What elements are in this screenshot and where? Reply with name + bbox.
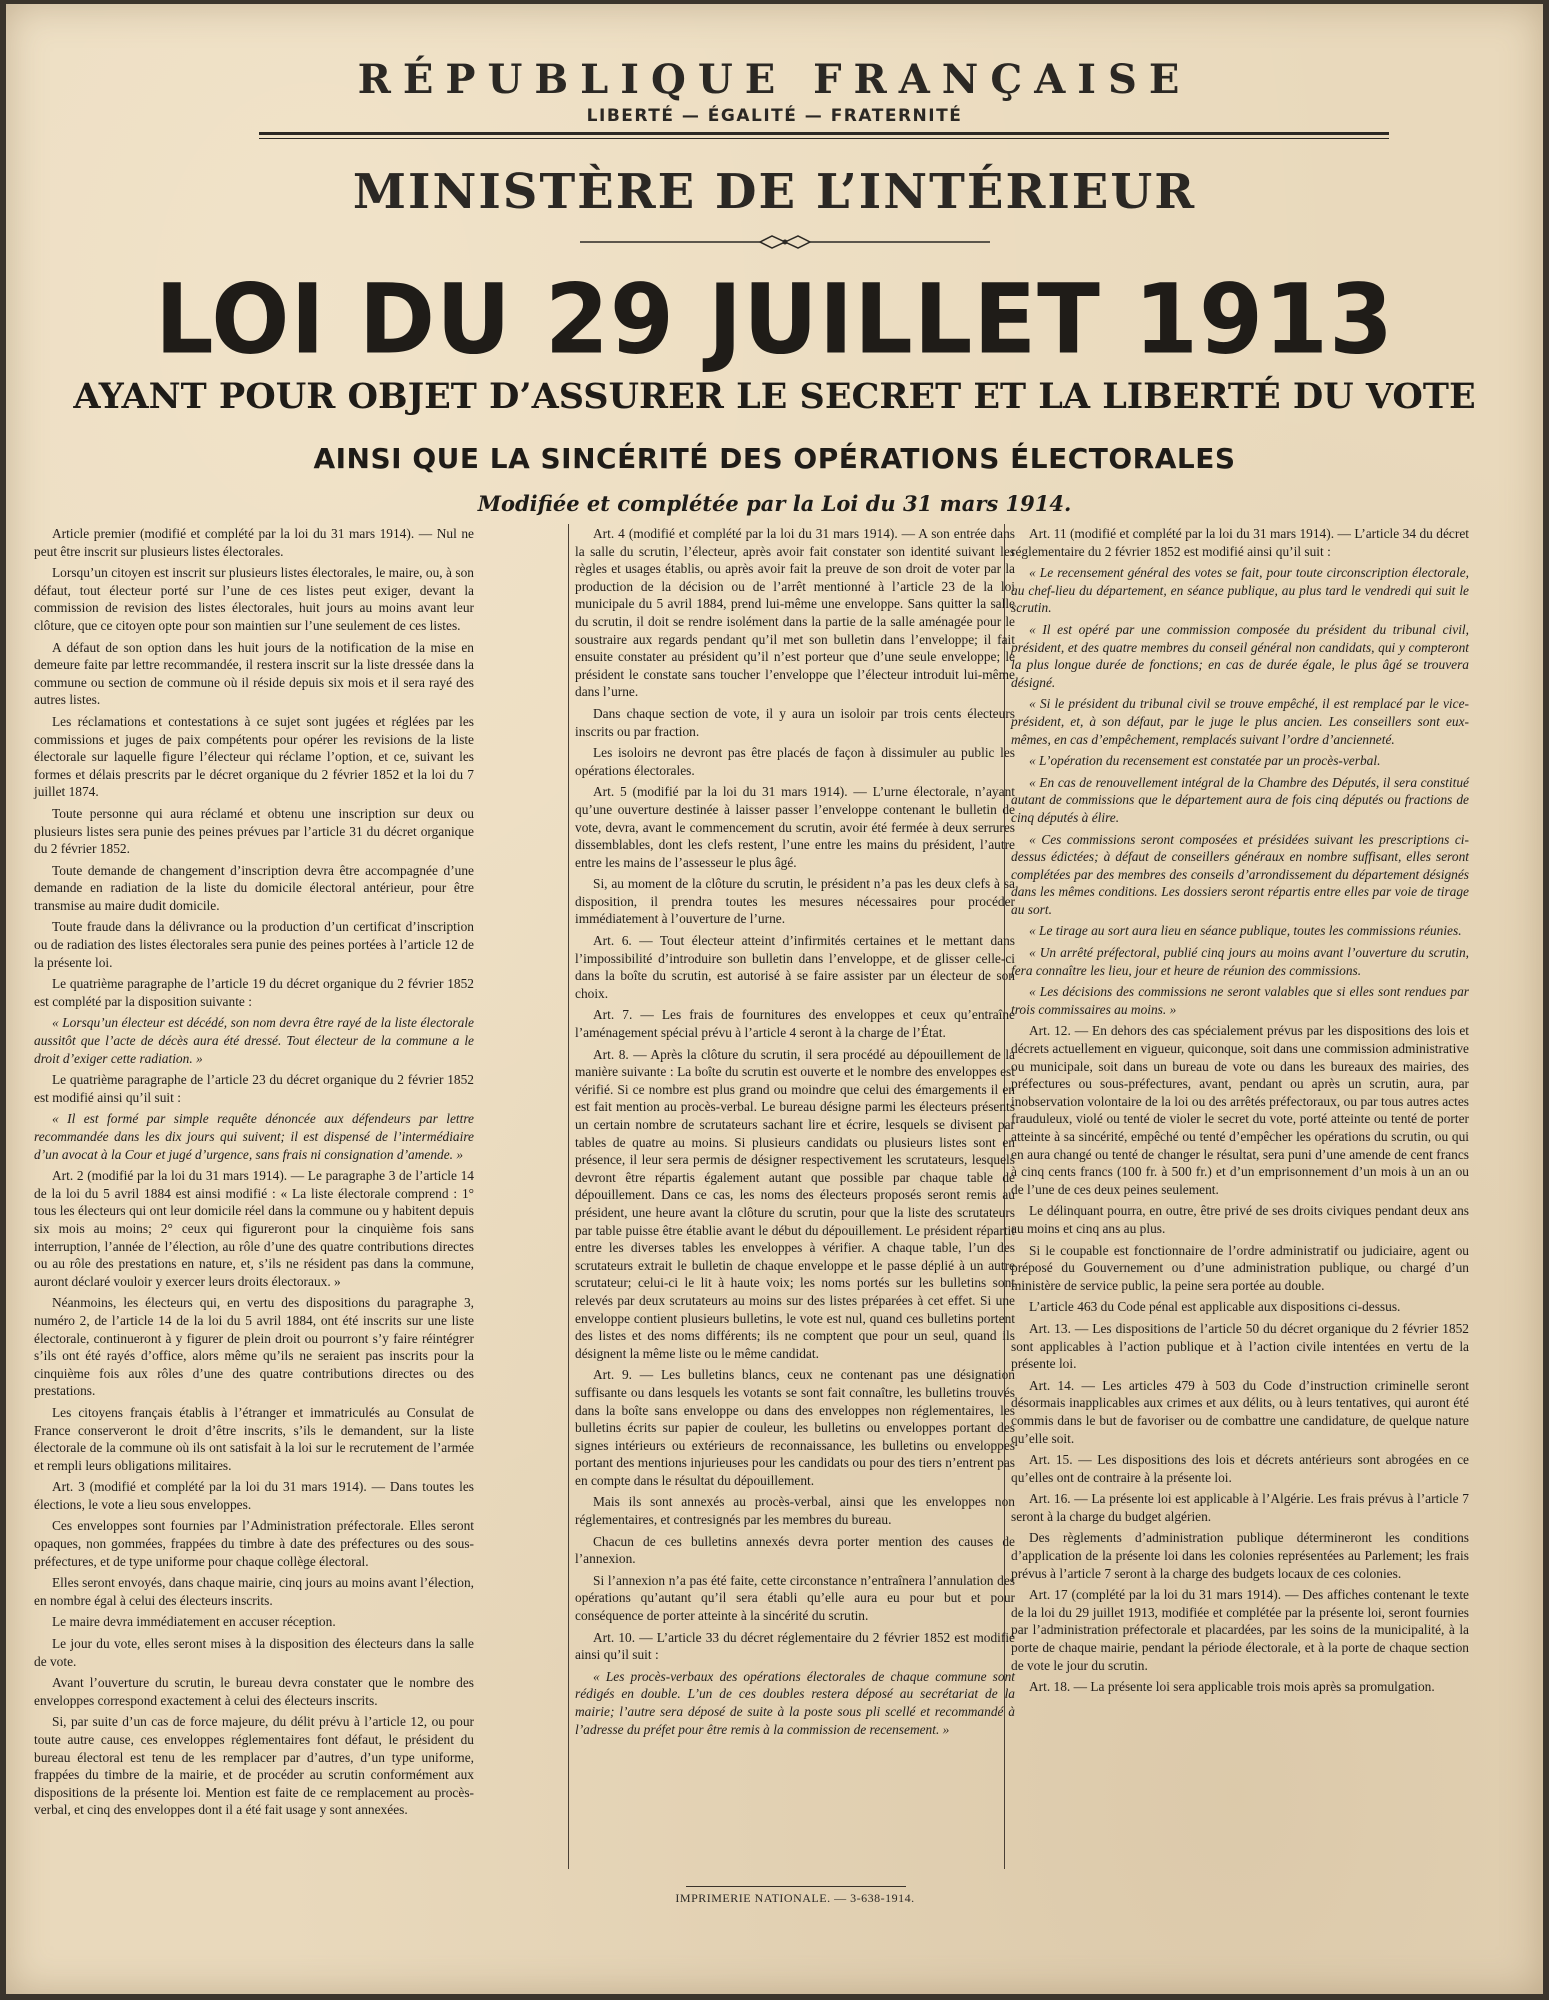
- article-paragraph: Chacun de ces bulletins annexés devra porter mention des causes de l’annexion.: [575, 1533, 1015, 1567]
- modification-note: Modifiée et complétée par la Loi du 31 mars 1914.: [477, 491, 1072, 516]
- article-paragraph: Le jour du vote, elles seront mises à la disposition des électeurs dans la salle de vote.: [34, 1636, 474, 1669]
- article-paragraph: Ces enveloppes sont fournies par l’Administration préfectorale. Elles seront opaques, non gommées, frappées du timbre à date des préfectures ou des sous-préfectures, et de type uniforme pour chaque collège électoral.: [34, 1518, 474, 1569]
- article-paragraph: Art. 8. — Après la clôture du scrutin, il sera procédé au dépouillement de la manière suivante : La boîte du scrutin est ouverte et le nombre des enveloppes est vérifié. Si ce nombre est plus grand ou moindre que celui des émargements il en est fait mention au procès-verbal. Le bureau désigne parmi les électeurs présents un certain nombre de scrutateurs sachant lire et écrire, lesquels se divisent par tables de quatre au moins. Si plusieurs candidats ou plusieurs listes sont en présence, il leur sera permis de désigner respectivement les scrutateurs, lesquels devront être répartis également autant que possible par chaque table de dépouillement. Dans ce cas, les noms des électeurs proposés seront remis au président, une heure avant la clôture du scrutin, pour que la liste des scrutateurs par table puisse être établie avant le début du dépouillement. Le président répartit entre les diverses tables les enveloppes à vérifier. A chaque table, l’un des scrutateurs extrait le bulletin de chaque enveloppe et le passe déplié à un autre scrutateur; celui-ci le lit à haute voix; les noms portés sur les bulletins sont relevés par deux scrutateurs au moins sur des listes préparées à cet effet. Si une enveloppe contient plusieurs bulletins, le vote est nul, quand ces bulletins portent des listes et des noms différents; ils ne comptent que pour un seul, quand ils désignent la même liste ou le même candidat.: [575, 1046, 1015, 1361]
- article-paragraph: Art. 15. — Les dispositions des lois et décrets antérieurs sont abrogées en ce qu’elles ont de contraire à la présente loi.: [1011, 1452, 1469, 1485]
- article-paragraph: Toute personne qui aura réclamé et obtenu une inscription sur deux ou plusieurs listes sera punie des peines prévues par l’article 31 du décret organique du 2 février 1852.: [34, 805, 474, 857]
- header-rule-top: [259, 132, 1389, 135]
- article-paragraph: Art. 4 (modifié et complété par la loi du 31 mars 1914). — A son entrée dans la salle du scrutin, l’électeur, après avoir fait constater son identité suivant les règles et usages établis, ou après avoir fait la preuve de son droit de voter par la production de la décision ou de l’arrêt mentionné à l’article 23 de la loi municipale du 5 avril 1884, prend lui-même une enveloppe. Sans quitter la salle du scrutin, il doit se rendre isolément dans la partie de la salle aménagée pour le soustraire aux regards pendant qu’il met son bulletin dans l’enveloppe; il fait ensuite constater au président qu’il n’est porteur que d’une seule enveloppe; le président le constate sans toucher l’enveloppe que l’électeur introduit lui-même dans l’urne.: [575, 526, 1015, 700]
- ministry-heading: MINISTÈRE DE L’INTÉRIEUR: [352, 164, 1197, 220]
- law-title: LOI DU 29 JUILLET 1913: [154, 263, 1395, 376]
- article-paragraph: Art. 6. — Tout électeur atteint d’infirmités certaines et le mettant dans l’impossibilité d’introduire son bulletin dans l’enveloppe, et de glisser celle-ci dans la boîte du scrutin, est autorisé à se faire assister par un électeur de son choix.: [575, 933, 1015, 1001]
- article-paragraph: Art. 17 (complété par la loi du 31 mars 1914). — Des affiches contenant le texte de la loi du 29 juillet 1913, modifiée et complétée par la présente loi, seront fournies par l’administration préfectorale et placardées, par les soins de la municipalité, à la porte de chaque mairie, pendant la période électorale, et à la porte de chaque section de vote le jour du scrutin.: [1011, 1587, 1469, 1673]
- article-paragraph: « Un arrêté préfectoral, publié cinq jours au moins avant l’ouverture du scrutin, fera connaître les lieu, jour et heure de réunion des commissions.: [1011, 945, 1469, 978]
- article-paragraph: Article premier (modifié et complété par la loi du 31 mars 1914). — Nul ne peut être inscrit sur plusieurs listes électorales.: [34, 526, 474, 559]
- article-paragraph: « Il est opéré par une commission composée du président du tribunal civil, président, et des quatre membres du conseil général non candidats, qui y compteront la plus longue durée de fonctions; en cas de durée égale, le plus âgé se trouvera désigné.: [1011, 621, 1469, 690]
- article-paragraph: « Ces commissions seront composées et présidées suivant les prescriptions ci-dessus édictées; à défaut de conseillers généraux en nombre suffisant, elles seront complétées par des membres des conseils d’arrondissement du département désignés dans les mêmes conditions. Les dossiers seront répartis entre elles par voie de tirage au sort.: [1011, 831, 1469, 917]
- article-paragraph: Art. 11 (modifié et complété par la loi du 31 mars 1914). — L’article 34 du décret réglementaire du 2 février 1852 est modifié ainsi qu’il suit :: [1011, 526, 1469, 559]
- article-paragraph: Lorsqu’un citoyen est inscrit sur plusieurs listes électorales, le maire, ou, à son défaut, tout électeur porté sur l’une de ces listes peut exiger, devant la commission de revision des listes électorales, huit jours au moins avant leur clôture, que ce citoyen opte pour son maintien sur l’une seulement de ces listes.: [34, 565, 474, 633]
- article-paragraph: Dans chaque section de vote, il y aura un isoloir par trois cents électeurs inscrits ou par fraction.: [575, 705, 1015, 739]
- article-paragraph: « Il est formé par simple requête dénoncée aux défendeurs par lettre recommandée dans les dix jours qui suivent; il est dispensé de l’intermédiaire d’un avocat à la Cour et jugé d’urgence, sans frais ni consignation d’amende. »: [34, 1111, 474, 1162]
- article-paragraph: Les citoyens français établis à l’étranger et immatriculés au Consulat de France conserveront le droit d’être inscrits, s’ils le demandent, sur la liste électorale de la commune où ils ont satisfait à la loi sur le recrutement de l’armée et rempli leurs obligations militaires.: [34, 1404, 474, 1473]
- article-paragraph: Néanmoins, les électeurs qui, en vertu des dispositions du paragraphe 3, numéro 2, de l’article 14 de la loi du 5 avril 1884, ont été inscrits sur une liste électorale, continueront à y figurer de plein droit ou pourront s’y faire réintégrer s’ils ont été rayés d’office, alors même qu’ils ne seraient pas inscrits pour la cinquième fois aux rôles d’une des quatre contributions directes ou des prestations.: [34, 1295, 474, 1399]
- republic-heading: RÉPUBLIQUE FRANÇAISE: [357, 56, 1192, 103]
- article-paragraph: Le maire devra immédiatement en accuser réception.: [52, 1614, 336, 1630]
- law-subtitle-secondary: AINSI QUE LA SINCÉRITÉ DES OPÉRATIONS ÉLECTORALES: [313, 442, 1236, 475]
- printer-imprint: IMPRIMERIE NATIONALE. — 3-638-1914.: [675, 1891, 915, 1905]
- article-paragraph: « Les décisions des commissions ne seront valables que si elles sont rendues par trois commissaires au moins. »: [1011, 984, 1469, 1017]
- article-paragraph: Mais ils sont annexés au procès-verbal, ainsi que les enveloppes non réglementaires, et contresignés par les membres du bureau.: [575, 1494, 1015, 1528]
- article-paragraph: Les isoloirs ne devront pas être placés de façon à dissimuler au public les opérations électorales.: [575, 745, 1015, 778]
- article-paragraph: Art. 14. — Les articles 479 à 503 du Code d’instruction criminelle seront désormais inapplicables aux crimes et aux délits, ou à leurs tentatives, qui auront été commis dans le but de favoriser ou de combattre une candidature, de quelque nature qu’elle soit.: [1011, 1377, 1469, 1446]
- article-paragraph: « En cas de renouvellement intégral de la Chambre des Députés, il sera constitué autant de commissions que le département aura de fois cinq députés ou fractions de cinq députés à élire.: [1011, 774, 1469, 825]
- article-paragraph: Le quatrième paragraphe de l’article 19 du décret organique du 2 février 1852 est complété par la disposition suivante :: [34, 976, 474, 1009]
- article-paragraph: Avant l’ouverture du scrutin, le bureau devra constater que le nombre des enveloppes correspond exactement à celui des électeurs inscrits.: [34, 1675, 474, 1708]
- article-paragraph: Art. 7. — Les frais de fournitures des enveloppes et ceux qu’entraîne l’aménagement spécial prévu à l’article 4 seront à la charge de l’État.: [575, 1007, 1015, 1041]
- article-paragraph: Toute fraude dans la délivrance ou la production d’un certificat d’inscription ou de radiation des listes électorales sera punie des peines portées à l’article 12 de la présente loi.: [34, 919, 474, 970]
- article-paragraph: Art. 12. — En dehors des cas spécialement prévus par les dispositions des lois et décrets actuellement en vigueur, quiconque, soit dans une commission administrative ou municipale, soit dans un bureau de vote ou dans les bureaux des mairies, des préfectures ou sous-préfectures, avant, pendant ou après un scrutin, aura, par inobservation volontaire de la loi ou des arrêtés préfectoraux, ou par tous autres actes frauduleux, violé ou tenté de violer le secret du vote, porté atteinte ou tenté de porter atteinte à sa sincérité, empêché ou tenté d’empêcher les opérations du scrutin, ou qui en aura changé ou tenté de changer le résultat, sera puni d’une amende de cent francs à cinq cents francs (100 fr. à 500 fr.) et d’un emprisonnement d’un mois à un an ou de l’une de ces deux peines seulement.: [1011, 1023, 1469, 1197]
- text-column-1: [34, 525, 474, 1823]
- article-paragraph: Les réclamations et contestations à ce sujet sont jugées et réglées par les commissions et juges de paix compétents pour opérer les revisions de la liste électorale sur laquelle figure l’électeur qui réclame l’option, et ce, suivant les formes et délais prescrits par le décret organique du 2 février 1852 et la loi du 7 juillet 1874.: [34, 713, 474, 800]
- article-paragraph: Si le coupable est fonctionnaire de l’ordre administratif ou judiciaire, agent ou préposé du Gouvernement ou d’une administration publique, ou chargé d’un ministère de service public, la peine sera portée au double.: [1011, 1242, 1469, 1293]
- article-paragraph: « Le tirage au sort aura lieu en séance publique, toutes les commissions réunies.: [1029, 923, 1462, 939]
- header-rule-bottom: [259, 138, 1389, 139]
- article-paragraph: Si l’annexion n’a pas été faite, cette circonstance n’entraînera l’annulation des opérations qu’autant qu’il sera établi qu’elle aura eu pour but et pour conséquence de porter atteinte à la sincérité du scrutin.: [575, 1572, 1015, 1624]
- article-paragraph: Art. 9. — Les bulletins blancs, ceux ne contenant pas une désignation suffisante ou dans lesquels les votants se sont fait connaître, les bulletins trouvés dans la boîte sans enveloppe ou dans des enveloppes non réglementaires, les bulletins écrits sur papier de couleur, les bulletins ou enveloppes portant des signes intérieurs ou extérieurs de reconnaissance, les bulletins ou enveloppes portant des mentions injurieuses pour les candidats ou pour des tiers n’entrent pas en compte dans le résultat du dépouillement.: [575, 1367, 1015, 1488]
- article-paragraph: Toute demande de changement d’inscription devra être accompagnée d’une demande en radiation de la liste du domicile électoral antérieur, pour être transmise au maire dudit domicile.: [34, 862, 474, 913]
- article-paragraph: Art. 2 (modifié par la loi du 31 mars 1914). — Le paragraphe 3 de l’article 14 de la loi du 5 avril 1884 est ainsi modifié : « La liste électorale comprend : 1° tous les électeurs qui ont leur domicile réel dans la commune ou y habitent depuis six mois au moins; 2° ceux qui figureront pour la cinquième fois sans interruption, l’année de l’élection, au rôle d’une des quatre contributions directes ou au rôle des prestations en nature, et, s’ils ne résident pas dans la commune, auront déclaré vouloir y exercer leurs droits électoraux. »: [34, 1168, 474, 1289]
- article-paragraph: « Lorsqu’un électeur est décédé, son nom devra être rayé de la liste électorale aussitôt que l’acte de décès aura été dressé. Tout électeur de la commune a le droit d’exiger cette radiation. »: [34, 1015, 474, 1066]
- poster: [6, 4, 1543, 1994]
- article-paragraph: Si, au moment de la clôture du scrutin, le président n’a pas les deux clefs à sa disposition, il prendra toutes les mesures nécessaires pour procéder immédiatement à l’ouverture de l’urne.: [575, 876, 1015, 927]
- imprint-rule: [686, 1886, 906, 1887]
- article-paragraph: L’article 463 du Code pénal est applicable aux dispositions ci-dessus.: [1029, 1299, 1401, 1315]
- article-paragraph: « L’opération du recensement est constatée par un procès-verbal.: [1029, 753, 1381, 769]
- article-paragraph: « Si le président du tribunal civil se trouve empêché, il est remplacé par le vice-président, et, à son défaut, par le juge le plus ancien. Les conseillers sont eux-mêmes, en cas d’empêchement, remplacés suivant l’ordre d’ancienneté.: [1011, 696, 1469, 747]
- article-paragraph: « Les procès-verbaux des opérations électorales de chaque commune sont rédigés en double. L’un de ces doubles restera déposé au secrétariat de la mairie; l’autre sera déposé de suite à la poste sous pli scellé et recommandé à l’adresse du préfet pour être remis à la commission de recensement. »: [575, 1668, 1015, 1737]
- article-paragraph: Le quatrième paragraphe de l’article 23 du décret organique du 2 février 1852 est modifié ainsi qu’il suit :: [34, 1072, 474, 1105]
- article-paragraph: Art. 18. — La présente loi sera applicable trois mois après sa promulgation.: [1029, 1679, 1435, 1695]
- ornament-divider: [580, 232, 990, 252]
- article-paragraph: Art. 16. — La présente loi est applicable à l’Algérie. Les frais prévus à l’article 7 seront à la charge du budget algérien.: [1011, 1491, 1469, 1524]
- article-paragraph: Elles seront envoyés, dans chaque mairie, cinq jours au moins avant l’élection, en nombre égal à celui des électeurs inscrits.: [34, 1575, 474, 1608]
- article-paragraph: « Le recensement général des votes se fait, pour toute circonscription électorale, au chef-lieu du département, en séance publique, au plus tard le vendredi qui suit le scrutin.: [1011, 565, 1469, 616]
- motto: LIBERTÉ — ÉGALITÉ — FRATERNITÉ: [586, 106, 963, 126]
- article-paragraph: Art. 10. — L’article 33 du décret réglementaire du 2 février 1852 est modifié ainsi qu’il suit :: [575, 1629, 1015, 1663]
- article-paragraph: Art. 3 (modifié et complété par la loi du 31 mars 1914). — Dans toutes les élections, le vote a lieu sous enveloppes.: [34, 1479, 474, 1512]
- article-paragraph: Si, par suite d’un cas de force majeure, du délit prévu à l’article 12, ou pour toute autre cause, ces enveloppes réglementaires font défaut, le président du bureau électoral est tenu de les remplacer par d’autres, d’un type uniforme, frappées du timbre de la mairie, et de procéder au scrutin conformément aux dispositions de la présente loi. Mention est faite de ce remplacement au procès-verbal, et cinq des enveloppes dont il a été fait usage y sont annexées.: [34, 1714, 474, 1818]
- column-separator-left: [568, 524, 569, 1869]
- law-subtitle: AYANT POUR OBJET D’ASSURER LE SECRET ET LA LIBERTÉ DU VOTE: [73, 376, 1476, 417]
- article-paragraph: Le délinquant pourra, en outre, être privé de ses droits civiques pendant deux ans au moins et cinq ans au plus.: [1011, 1203, 1469, 1236]
- article-paragraph: A défaut de son option dans les huit jours de la notification de la mise en demeure faite par lettre recommandée, il restera inscrit sur la liste dressée dans la commune ou section de commune où il réside depuis six mois et il sera rayé des autres listes.: [34, 639, 474, 708]
- article-paragraph: Art. 13. — Les dispositions de l’article 50 du décret organique du 2 février 1852 sont applicables à l’action publique et à l’action civile intentées en vertu de la présente loi.: [1011, 1320, 1469, 1372]
- text-column-2: [575, 525, 1015, 1742]
- article-paragraph: Art. 5 (modifié par la loi du 31 mars 1914). — L’urne électorale, n’ayant qu’une ouverture destinée à laisser passer l’enveloppe contenant le bulletin de vote, devra, avant le commencement du scrutin, avoir été fermée à deux serrures dissemblables, dont les clefs restent, l’une entre les mains du président, l’autre entre les mains de l’assesseur le plus âgé.: [575, 784, 1015, 870]
- text-column-3: [1011, 525, 1469, 1700]
- article-paragraph: Des règlements d’administration publique détermineront les conditions d’application de la présente loi dans les colonies représentées au Parlement; les frais prévus à l’article 7 seront à la charge des budgets locaux de ces colonies.: [1011, 1530, 1469, 1581]
